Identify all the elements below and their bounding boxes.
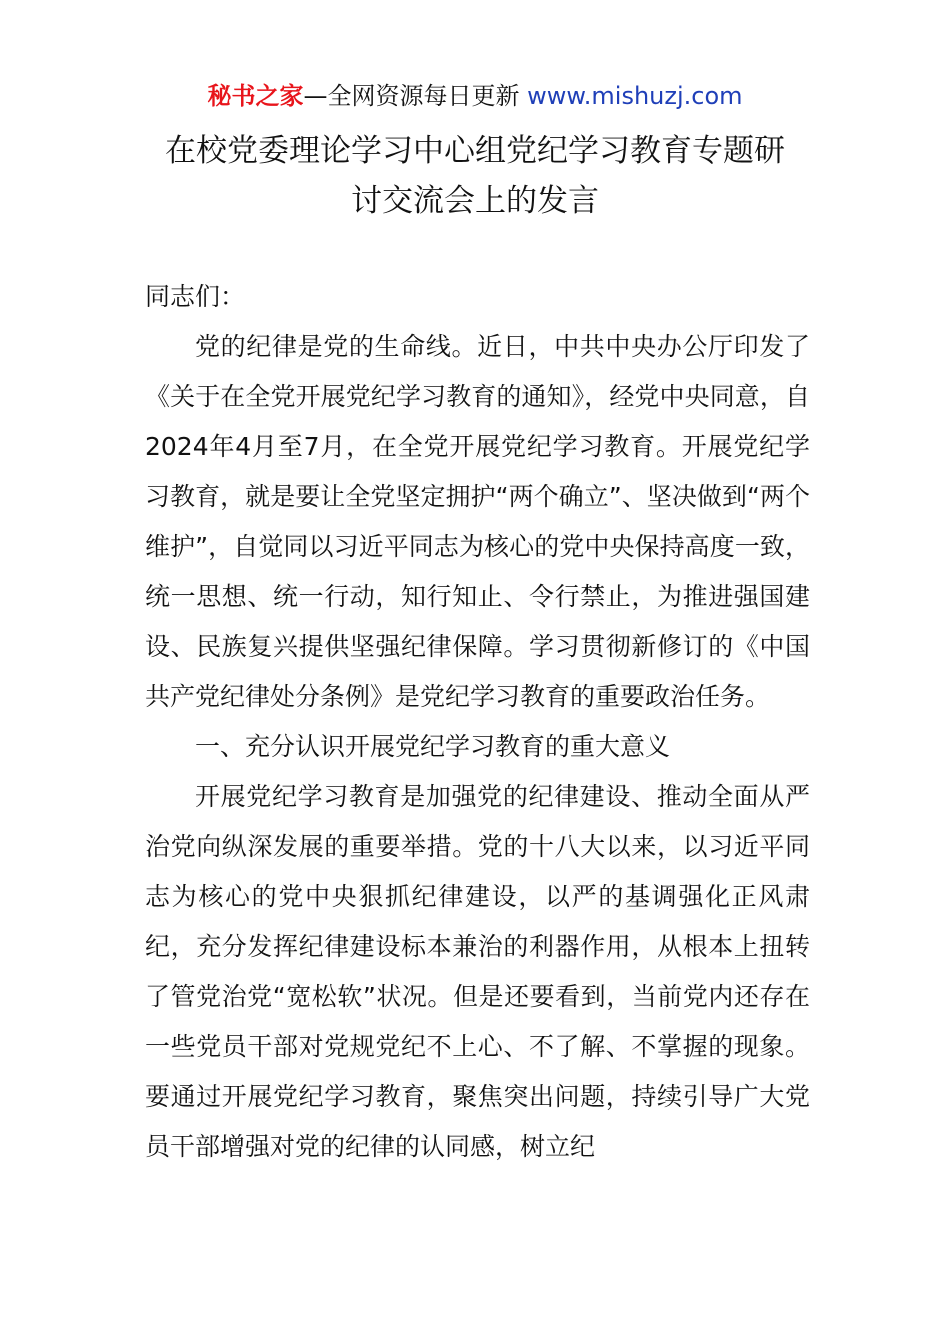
header-tagline: —全网资源每日更新	[303, 82, 520, 110]
title-line-2: 讨交流会上的发言	[351, 183, 599, 219]
paragraph-intro: 党的纪律是党的生命线。近日，中共中央办公厅印发了《关于在全党开展党纪学习教育的通知》，经党中央同意，自2024年4月至7月，在全党开展党纪学习教育。开展党纪学习教育，就是要让全党坚定拥护“两个确立”、坚决做到“两个维护”，自觉同以习近平同志为核心的党中央保持高度一致，统一思想、统一行动，知行知止、令行禁止，为推进强国建设、民族复兴提供坚强纪律保障。学习贯彻新修订的《中国共产党纪律处分条例》是党纪学习教育的重要政治任务。	[145, 332, 810, 711]
document-title	[0, 126, 950, 226]
brand-name: 秘书之家	[207, 82, 304, 110]
paragraph-section-1: 开展党纪学习教育是加强党的纪律建设、推动全面从严治党向纵深发展的重要举措。党的十八大以来，以习近平同志为核心的党中央狠抓纪律建设，以严的基调强化正风肃纪，充分发挥纪律建设标本兼治的利器作用，从根本上扭转了管党治党“宽松软”状况。但是还要看到，当前党内还存在一些党员干部对党规党纪不上心、不了解、不掌握的现象。要通过开展党纪学习教育，聚焦突出问题，持续引导广大党员干部增强对党的纪律的认同感，树立纪	[145, 782, 810, 1161]
document-body	[145, 272, 810, 1172]
section-heading-1: 一、充分认识开展党纪学习教育的重大意义	[195, 732, 671, 761]
site-url-link[interactable]: www.mishuzj.com	[527, 82, 743, 110]
salutation: 同志们：	[145, 282, 246, 311]
title-line-1: 在校党委理论学习中心组党纪学习教育专题研	[165, 133, 785, 169]
site-header	[0, 80, 950, 112]
